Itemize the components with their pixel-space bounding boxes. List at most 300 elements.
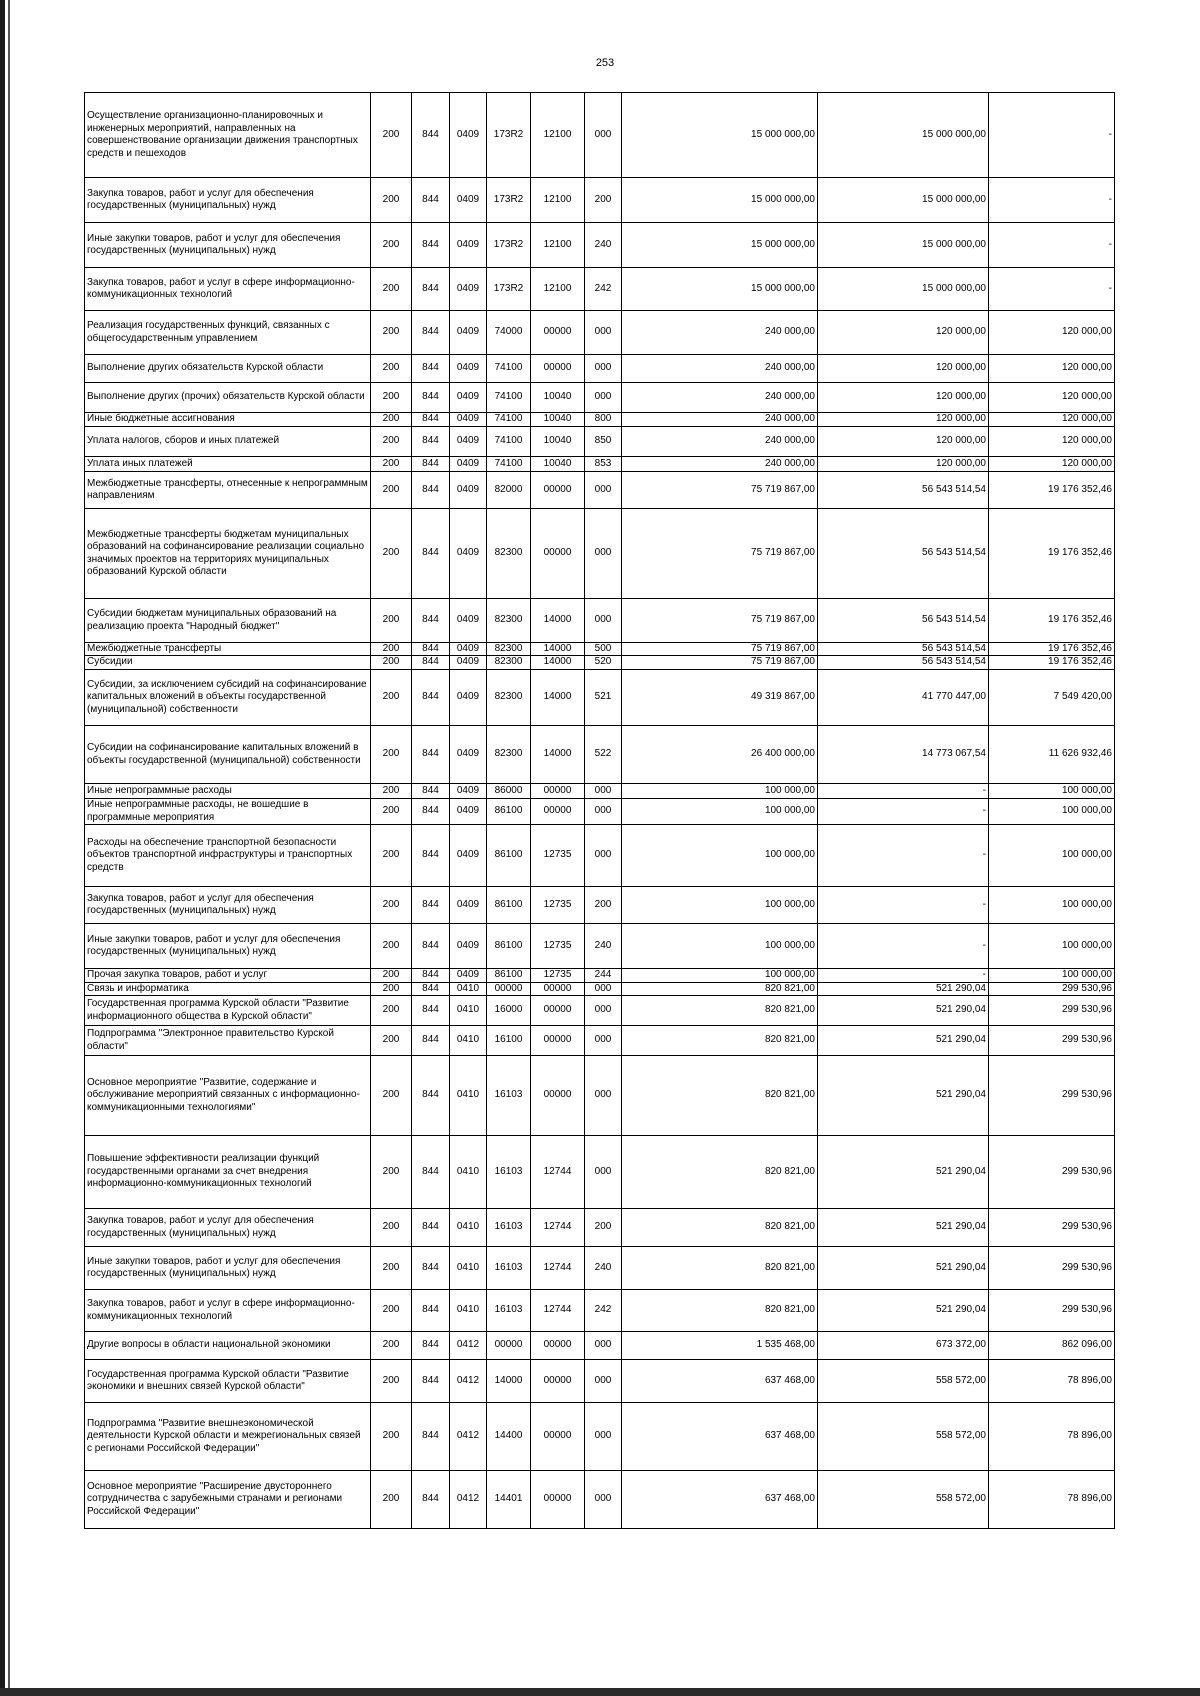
code-vr: 000 <box>585 472 622 509</box>
amount-3: 862 096,00 <box>989 1332 1115 1360</box>
amount-2: 120 000,00 <box>818 427 989 457</box>
item-name: Иные закупки товаров, работ и услуг для обеспечения государственных (муниципальных) нужд <box>85 1247 371 1290</box>
code-gr: 200 <box>371 670 412 726</box>
table-row <box>85 1056 1115 1136</box>
code-vr: 000 <box>585 784 622 799</box>
code-rz: 0409 <box>450 924 487 969</box>
item-name: Расходы на обеспечение транспортной безопасности объектов транспортной инфраструктуры и транспортных средств <box>85 825 371 887</box>
amount-3: 299 530,96 <box>989 996 1115 1026</box>
code-ved: 844 <box>412 924 450 969</box>
amount-2: 56 543 514,54 <box>818 509 989 599</box>
amount-1: 26 400 000,00 <box>622 726 818 784</box>
code-gr: 200 <box>371 1332 412 1360</box>
amount-3: 299 530,96 <box>989 1209 1115 1247</box>
code-ved: 844 <box>412 825 450 887</box>
item-name: Основное мероприятие "Развитие, содержание и обслуживание мероприятий связанных с информационно-коммуникационными технологиями" <box>85 1056 371 1136</box>
code-ved: 844 <box>412 799 450 825</box>
amount-1: 100 000,00 <box>622 887 818 924</box>
table-row <box>85 311 1115 355</box>
code-ved: 844 <box>412 1403 450 1471</box>
amount-1: 240 000,00 <box>622 427 818 457</box>
table-row <box>85 1290 1115 1332</box>
amount-2: 120 000,00 <box>818 457 989 472</box>
amount-2: 14 773 067,54 <box>818 726 989 784</box>
code-cs1: 14400 <box>487 1403 531 1471</box>
code-cs2: 14000 <box>531 643 585 656</box>
table-row <box>85 924 1115 969</box>
amount-3: 120 000,00 <box>989 311 1115 355</box>
code-gr: 200 <box>371 799 412 825</box>
code-cs1: 86000 <box>487 784 531 799</box>
table-row <box>85 969 1115 983</box>
code-vr: 000 <box>585 599 622 643</box>
table-row <box>85 1471 1115 1529</box>
amount-3: 19 176 352,46 <box>989 509 1115 599</box>
code-cs2: 12744 <box>531 1209 585 1247</box>
amount-2: 120 000,00 <box>818 413 989 427</box>
code-rz: 0410 <box>450 1247 487 1290</box>
code-cs2: 10040 <box>531 457 585 472</box>
amount-1: 75 719 867,00 <box>622 599 818 643</box>
amount-3: 299 530,96 <box>989 1290 1115 1332</box>
item-name: Связь и информатика <box>85 983 371 996</box>
code-rz: 0409 <box>450 457 487 472</box>
code-rz: 0412 <box>450 1471 487 1529</box>
code-gr: 200 <box>371 427 412 457</box>
code-cs2: 12735 <box>531 825 585 887</box>
code-gr: 200 <box>371 472 412 509</box>
code-gr: 200 <box>371 924 412 969</box>
amount-3: 100 000,00 <box>989 825 1115 887</box>
code-gr: 200 <box>371 1290 412 1332</box>
code-vr: 520 <box>585 656 622 670</box>
amount-1: 240 000,00 <box>622 457 818 472</box>
amount-2: 521 290,04 <box>818 1026 989 1056</box>
amount-3: 120 000,00 <box>989 413 1115 427</box>
item-name: Повышение эффективности реализации функций государственными органами за счет внедрения информационно-коммуникационных технологий <box>85 1136 371 1209</box>
code-cs1: 16100 <box>487 1026 531 1056</box>
page-number: 253 <box>595 57 615 69</box>
code-rz: 0409 <box>450 355 487 383</box>
code-cs2: 12100 <box>531 178 585 223</box>
code-cs1: 14401 <box>487 1471 531 1529</box>
code-cs2: 00000 <box>531 996 585 1026</box>
code-vr: 000 <box>585 799 622 825</box>
amount-2: 15 000 000,00 <box>818 268 989 311</box>
amount-3: 299 530,96 <box>989 1026 1115 1056</box>
code-ved: 844 <box>412 983 450 996</box>
code-gr: 200 <box>371 784 412 799</box>
table-row <box>85 509 1115 599</box>
code-gr: 200 <box>371 1471 412 1529</box>
table-row <box>85 1332 1115 1360</box>
code-cs2: 00000 <box>531 1026 585 1056</box>
code-cs2: 00000 <box>531 1332 585 1360</box>
code-rz: 0409 <box>450 383 487 413</box>
table-row <box>85 1026 1115 1056</box>
amount-1: 49 319 867,00 <box>622 670 818 726</box>
code-cs1: 74100 <box>487 355 531 383</box>
scan-edge-left <box>0 0 5 1696</box>
amount-1: 15 000 000,00 <box>622 268 818 311</box>
table-row <box>85 1247 1115 1290</box>
code-cs2: 00000 <box>531 311 585 355</box>
code-cs2: 00000 <box>531 983 585 996</box>
item-name: Основное мероприятие "Расширение двустороннего сотрудничества с зарубежными странами и регионами Российской Федерации" <box>85 1471 371 1529</box>
code-ved: 844 <box>412 599 450 643</box>
code-rz: 0409 <box>450 887 487 924</box>
code-rz: 0409 <box>450 268 487 311</box>
code-rz: 0409 <box>450 599 487 643</box>
code-vr: 242 <box>585 1290 622 1332</box>
amount-3: 11 626 932,46 <box>989 726 1115 784</box>
code-rz: 0409 <box>450 472 487 509</box>
code-rz: 0409 <box>450 427 487 457</box>
code-gr: 200 <box>371 178 412 223</box>
table-row <box>85 1403 1115 1471</box>
code-ved: 844 <box>412 1209 450 1247</box>
code-ved: 844 <box>412 1471 450 1529</box>
code-cs1: 00000 <box>487 1332 531 1360</box>
amount-1: 1 535 468,00 <box>622 1332 818 1360</box>
code-vr: 200 <box>585 1209 622 1247</box>
code-rz: 0410 <box>450 1209 487 1247</box>
code-rz: 0409 <box>450 311 487 355</box>
code-gr: 200 <box>371 726 412 784</box>
table-row <box>85 427 1115 457</box>
amount-3: 78 896,00 <box>989 1360 1115 1403</box>
code-cs1: 82300 <box>487 726 531 784</box>
code-cs1: 82300 <box>487 509 531 599</box>
code-cs2: 00000 <box>531 799 585 825</box>
amount-3: 19 176 352,46 <box>989 599 1115 643</box>
code-vr: 853 <box>585 457 622 472</box>
code-gr: 200 <box>371 1056 412 1136</box>
amount-3: 19 176 352,46 <box>989 472 1115 509</box>
amount-3: 7 549 420,00 <box>989 670 1115 726</box>
code-gr: 200 <box>371 268 412 311</box>
code-cs1: 74100 <box>487 383 531 413</box>
amount-1: 820 821,00 <box>622 1056 818 1136</box>
item-name: Закупка товаров, работ и услуг для обеспечения государственных (муниципальных) нужд <box>85 887 371 924</box>
amount-2: 56 543 514,54 <box>818 643 989 656</box>
item-name: Закупка товаров, работ и услуг в сфере информационно-коммуникационных технологий <box>85 268 371 311</box>
code-ved: 844 <box>412 427 450 457</box>
amount-2: 673 372,00 <box>818 1332 989 1360</box>
item-name: Выполнение других обязательств Курской области <box>85 355 371 383</box>
amount-2: - <box>818 799 989 825</box>
amount-2: 521 290,04 <box>818 1290 989 1332</box>
amount-1: 820 821,00 <box>622 1026 818 1056</box>
code-ved: 844 <box>412 1247 450 1290</box>
code-vr: 000 <box>585 996 622 1026</box>
item-name: Межбюджетные трансферты, отнесенные к непрограммным направлениям <box>85 472 371 509</box>
table-row <box>85 656 1115 670</box>
code-gr: 200 <box>371 969 412 983</box>
amount-1: 15 000 000,00 <box>622 93 818 178</box>
code-cs2: 12100 <box>531 223 585 268</box>
amount-3: - <box>989 93 1115 178</box>
amount-2: 41 770 447,00 <box>818 670 989 726</box>
code-vr: 240 <box>585 1247 622 1290</box>
code-ved: 844 <box>412 413 450 427</box>
code-cs2: 10040 <box>531 413 585 427</box>
amount-2: 521 290,04 <box>818 983 989 996</box>
item-name: Государственная программа Курской области "Развитие экономики и внешних связей Курской области" <box>85 1360 371 1403</box>
item-name: Другие вопросы в области национальной экономики <box>85 1332 371 1360</box>
code-ved: 844 <box>412 670 450 726</box>
code-rz: 0410 <box>450 1290 487 1332</box>
code-cs1: 16103 <box>487 1290 531 1332</box>
amount-2: 521 290,04 <box>818 1136 989 1209</box>
amount-2: 120 000,00 <box>818 311 989 355</box>
item-name: Подпрограмма "Развитие внешнеэкономической деятельности Курской области и межрегиональных связей с регионами Российской Федерации" <box>85 1403 371 1471</box>
amount-3: 19 176 352,46 <box>989 643 1115 656</box>
code-vr: 200 <box>585 178 622 223</box>
table-row <box>85 1136 1115 1209</box>
table-row <box>85 268 1115 311</box>
code-ved: 844 <box>412 656 450 670</box>
code-cs1: 74100 <box>487 427 531 457</box>
code-vr: 000 <box>585 1056 622 1136</box>
amount-2: 521 290,04 <box>818 1056 989 1136</box>
item-name: Выполнение других (прочих) обязательств Курской области <box>85 383 371 413</box>
code-vr: 000 <box>585 1471 622 1529</box>
table-row <box>85 472 1115 509</box>
code-cs1: 74100 <box>487 457 531 472</box>
code-cs2: 10040 <box>531 383 585 413</box>
amount-1: 820 821,00 <box>622 1209 818 1247</box>
code-vr: 000 <box>585 1360 622 1403</box>
code-vr: 000 <box>585 825 622 887</box>
code-ved: 844 <box>412 726 450 784</box>
code-ved: 844 <box>412 93 450 178</box>
amount-3: 299 530,96 <box>989 1136 1115 1209</box>
code-ved: 844 <box>412 509 450 599</box>
amount-2: 15 000 000,00 <box>818 93 989 178</box>
amount-3: 299 530,96 <box>989 983 1115 996</box>
item-name: Осуществление организационно-планировочных и инженерных мероприятий, направленных на совершенствование организации движения транспортных средств и пешеходов <box>85 93 371 178</box>
code-gr: 200 <box>371 1209 412 1247</box>
item-name: Прочая закупка товаров, работ и услуг <box>85 969 371 983</box>
item-name: Субсидии на софинансирование капитальных вложений в объекты государственной (муниципальной) собственности <box>85 726 371 784</box>
scan-edge-bottom <box>0 1688 1200 1696</box>
code-vr: 000 <box>585 383 622 413</box>
amount-3: 19 176 352,46 <box>989 656 1115 670</box>
code-vr: 240 <box>585 223 622 268</box>
code-gr: 200 <box>371 825 412 887</box>
item-name: Субсидии, за исключением субсидий на софинансирование капитальных вложений в объекты государственной (муниципальной) собственности <box>85 670 371 726</box>
code-ved: 844 <box>412 1026 450 1056</box>
code-cs1: 82300 <box>487 670 531 726</box>
table-row <box>85 599 1115 643</box>
amount-1: 100 000,00 <box>622 825 818 887</box>
amount-3: 120 000,00 <box>989 383 1115 413</box>
code-gr: 200 <box>371 887 412 924</box>
amount-3: 120 000,00 <box>989 427 1115 457</box>
table-row <box>85 784 1115 799</box>
code-rz: 0410 <box>450 983 487 996</box>
amount-3: 100 000,00 <box>989 969 1115 983</box>
amount-2: 558 572,00 <box>818 1471 989 1529</box>
code-ved: 844 <box>412 311 450 355</box>
amount-3: 100 000,00 <box>989 784 1115 799</box>
table-row <box>85 223 1115 268</box>
code-cs2: 12735 <box>531 887 585 924</box>
item-name: Подпрограмма "Электронное правительство Курской области" <box>85 1026 371 1056</box>
code-cs2: 00000 <box>531 509 585 599</box>
amount-1: 15 000 000,00 <box>622 178 818 223</box>
code-gr: 200 <box>371 1360 412 1403</box>
table-row <box>85 457 1115 472</box>
amount-1: 820 821,00 <box>622 996 818 1026</box>
code-rz: 0409 <box>450 726 487 784</box>
code-rz: 0412 <box>450 1403 487 1471</box>
code-rz: 0409 <box>450 799 487 825</box>
amount-1: 240 000,00 <box>622 355 818 383</box>
code-ved: 844 <box>412 1136 450 1209</box>
code-vr: 200 <box>585 887 622 924</box>
amount-2: 15 000 000,00 <box>818 178 989 223</box>
code-gr: 200 <box>371 983 412 996</box>
table-row <box>85 887 1115 924</box>
amount-1: 820 821,00 <box>622 983 818 996</box>
item-name: Иные непрограммные расходы <box>85 784 371 799</box>
code-cs1: 173R2 <box>487 93 531 178</box>
item-name: Государственная программа Курской области "Развитие информационного общества в Курской области" <box>85 996 371 1026</box>
code-vr: 000 <box>585 983 622 996</box>
code-cs2: 14000 <box>531 656 585 670</box>
code-cs2: 12100 <box>531 93 585 178</box>
code-cs1: 82000 <box>487 472 531 509</box>
amount-1: 75 719 867,00 <box>622 509 818 599</box>
amount-1: 240 000,00 <box>622 311 818 355</box>
code-cs2: 00000 <box>531 355 585 383</box>
table-row <box>85 670 1115 726</box>
amount-1: 75 719 867,00 <box>622 656 818 670</box>
item-name: Иные закупки товаров, работ и услуг для обеспечения государственных (муниципальных) нужд <box>85 223 371 268</box>
item-name: Межбюджетные трансферты <box>85 643 371 656</box>
code-vr: 000 <box>585 509 622 599</box>
code-ved: 844 <box>412 996 450 1026</box>
amount-2: 56 543 514,54 <box>818 656 989 670</box>
table-row <box>85 825 1115 887</box>
code-gr: 200 <box>371 1247 412 1290</box>
code-vr: 000 <box>585 1403 622 1471</box>
code-cs2: 00000 <box>531 1403 585 1471</box>
amount-1: 240 000,00 <box>622 413 818 427</box>
code-ved: 844 <box>412 1332 450 1360</box>
amount-2: - <box>818 825 989 887</box>
item-name: Закупка товаров, работ и услуг в сфере информационно-коммуникационных технологий <box>85 1290 371 1332</box>
code-cs1: 173R2 <box>487 223 531 268</box>
code-cs1: 16103 <box>487 1247 531 1290</box>
code-cs2: 12735 <box>531 924 585 969</box>
code-rz: 0409 <box>450 969 487 983</box>
table-row <box>85 413 1115 427</box>
code-cs2: 12100 <box>531 268 585 311</box>
amount-1: 75 719 867,00 <box>622 643 818 656</box>
code-rz: 0409 <box>450 93 487 178</box>
item-name: Закупка товаров, работ и услуг для обеспечения государственных (муниципальных) нужд <box>85 178 371 223</box>
code-gr: 200 <box>371 1136 412 1209</box>
amount-3: - <box>989 223 1115 268</box>
amount-3: 120 000,00 <box>989 457 1115 472</box>
table-row <box>85 983 1115 996</box>
amount-2: - <box>818 924 989 969</box>
code-cs2: 12744 <box>531 1247 585 1290</box>
item-name: Иные непрограммные расходы, не вошедшие в программные мероприятия <box>85 799 371 825</box>
table-row <box>85 1209 1115 1247</box>
code-gr: 200 <box>371 599 412 643</box>
amount-1: 820 821,00 <box>622 1247 818 1290</box>
amount-2: - <box>818 784 989 799</box>
code-vr: 521 <box>585 670 622 726</box>
code-rz: 0410 <box>450 1026 487 1056</box>
code-cs1: 86100 <box>487 924 531 969</box>
code-gr: 200 <box>371 656 412 670</box>
code-ved: 844 <box>412 887 450 924</box>
amount-2: 558 572,00 <box>818 1360 989 1403</box>
code-cs2: 00000 <box>531 1360 585 1403</box>
amount-1: 820 821,00 <box>622 1290 818 1332</box>
code-rz: 0410 <box>450 996 487 1026</box>
code-cs1: 82300 <box>487 643 531 656</box>
table-row <box>85 178 1115 223</box>
code-vr: 522 <box>585 726 622 784</box>
code-gr: 200 <box>371 1026 412 1056</box>
amount-3: 78 896,00 <box>989 1403 1115 1471</box>
code-ved: 844 <box>412 383 450 413</box>
code-cs1: 173R2 <box>487 178 531 223</box>
amount-1: 100 000,00 <box>622 924 818 969</box>
code-gr: 200 <box>371 509 412 599</box>
item-name: Субсидии бюджетам муниципальных образований на реализацию проекта "Народный бюджет" <box>85 599 371 643</box>
code-cs2: 00000 <box>531 1471 585 1529</box>
amount-1: 100 000,00 <box>622 784 818 799</box>
amount-2: 521 290,04 <box>818 996 989 1026</box>
code-gr: 200 <box>371 996 412 1026</box>
code-cs1: 16103 <box>487 1209 531 1247</box>
item-name: Реализация государственных функций, связанных с общегосударственным управлением <box>85 311 371 355</box>
code-gr: 200 <box>371 223 412 268</box>
code-cs1: 173R2 <box>487 268 531 311</box>
code-rz: 0409 <box>450 784 487 799</box>
code-cs1: 86100 <box>487 969 531 983</box>
code-vr: 500 <box>585 643 622 656</box>
code-rz: 0409 <box>450 413 487 427</box>
amount-3: 299 530,96 <box>989 1056 1115 1136</box>
code-gr: 200 <box>371 93 412 178</box>
code-cs1: 16103 <box>487 1136 531 1209</box>
code-gr: 200 <box>371 355 412 383</box>
item-name: Иные закупки товаров, работ и услуг для обеспечения государственных (муниципальных) нужд <box>85 924 371 969</box>
code-cs2: 00000 <box>531 472 585 509</box>
table-row <box>85 93 1115 178</box>
code-rz: 0409 <box>450 656 487 670</box>
code-vr: 000 <box>585 311 622 355</box>
item-name: Межбюджетные трансферты бюджетам муниципальных образований на софинансирование реализации социально значимых проектов на территориях муниципальных образований Курской области <box>85 509 371 599</box>
table-row <box>85 726 1115 784</box>
code-rz: 0410 <box>450 1136 487 1209</box>
code-gr: 200 <box>371 457 412 472</box>
code-cs1: 82300 <box>487 656 531 670</box>
amount-2: 56 543 514,54 <box>818 472 989 509</box>
table-row <box>85 799 1115 825</box>
code-ved: 844 <box>412 1056 450 1136</box>
code-vr: 000 <box>585 93 622 178</box>
code-cs1: 74100 <box>487 413 531 427</box>
